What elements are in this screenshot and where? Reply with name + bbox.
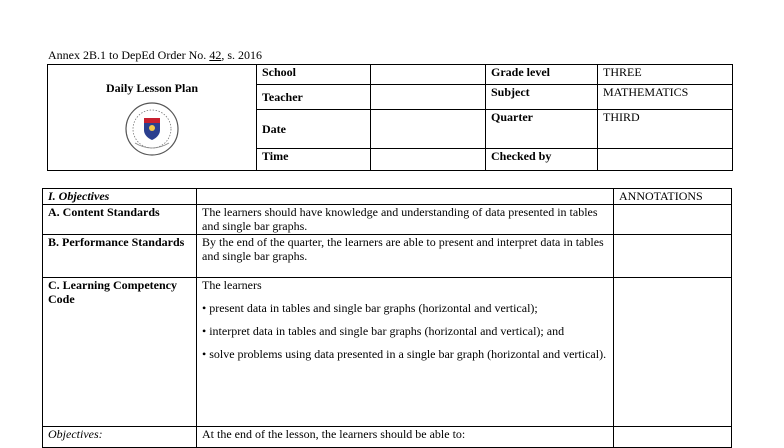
teacher-label: Teacher — [257, 85, 371, 110]
learning-competency-text — [197, 278, 614, 427]
content-standards-label: A. Content Standards — [43, 205, 197, 235]
order-year: 2016 — [237, 48, 262, 62]
objectives-sub-text: At the end of the lesson, the learners should be able to: — [197, 427, 614, 448]
series-prefix: , s. — [221, 48, 235, 62]
date-value[interactable] — [371, 110, 486, 149]
subject-value[interactable]: MATHEMATICS — [598, 85, 733, 110]
objectives-heading-blank — [197, 189, 614, 205]
performance-standards-text: By the end of the quarter, the learners are able to present and interpret data in tables and single bar graphs. — [197, 235, 614, 278]
learning-competency-intro: The learners — [202, 278, 262, 292]
grade-level-label: Grade level — [486, 65, 598, 85]
document-title: Daily Lesson Plan — [105, 81, 198, 95]
checked-by-value[interactable] — [598, 149, 733, 171]
deped-seal-icon — [121, 101, 183, 157]
annotations-header: ANNOTATIONS — [614, 189, 732, 205]
competency-bullet: • present data in tables and single bar graphs (horizontal and vertical); — [202, 301, 538, 315]
objectives-table — [42, 188, 732, 448]
performance-standards-annotation[interactable] — [614, 235, 732, 278]
annex-prefix: Annex 2B.1 to DepEd Order No. — [48, 48, 207, 62]
teacher-value[interactable] — [371, 85, 486, 110]
time-value[interactable] — [371, 149, 486, 171]
school-label: School — [257, 65, 371, 85]
header-table — [47, 64, 733, 171]
annex-reference — [48, 48, 262, 63]
subject-label: Subject — [486, 85, 598, 110]
order-number: 42 — [209, 48, 222, 62]
title-logo-cell — [48, 65, 257, 171]
time-label: Time — [257, 149, 371, 171]
learning-competency-label: C. Learning Competency Code — [43, 278, 197, 427]
checked-by-label: Checked by — [486, 149, 598, 171]
grade-level-value[interactable]: THREE — [598, 65, 733, 85]
date-label: Date — [257, 110, 371, 149]
content-standards-annotation[interactable] — [614, 205, 732, 235]
objectives-sub-annotation[interactable] — [614, 427, 732, 448]
quarter-label: Quarter — [486, 110, 598, 149]
competency-bullet: • solve problems using data presented in a single bar graph (horizontal and vertical). — [202, 347, 607, 361]
objectives-sub-label: Objectives: — [43, 427, 197, 448]
competency-bullet: • interpret data in tables and single bar graphs (horizontal and vertical); and — [202, 324, 565, 338]
content-standards-text: The learners should have knowledge and understanding of data presented in tables and single bar graphs. — [197, 205, 614, 235]
quarter-value[interactable]: THIRD — [598, 110, 733, 149]
objectives-heading: I. Objectives — [43, 189, 197, 205]
learning-competency-annotation[interactable] — [614, 278, 732, 427]
school-value[interactable] — [371, 65, 486, 85]
performance-standards-label: B. Performance Standards — [43, 235, 197, 278]
